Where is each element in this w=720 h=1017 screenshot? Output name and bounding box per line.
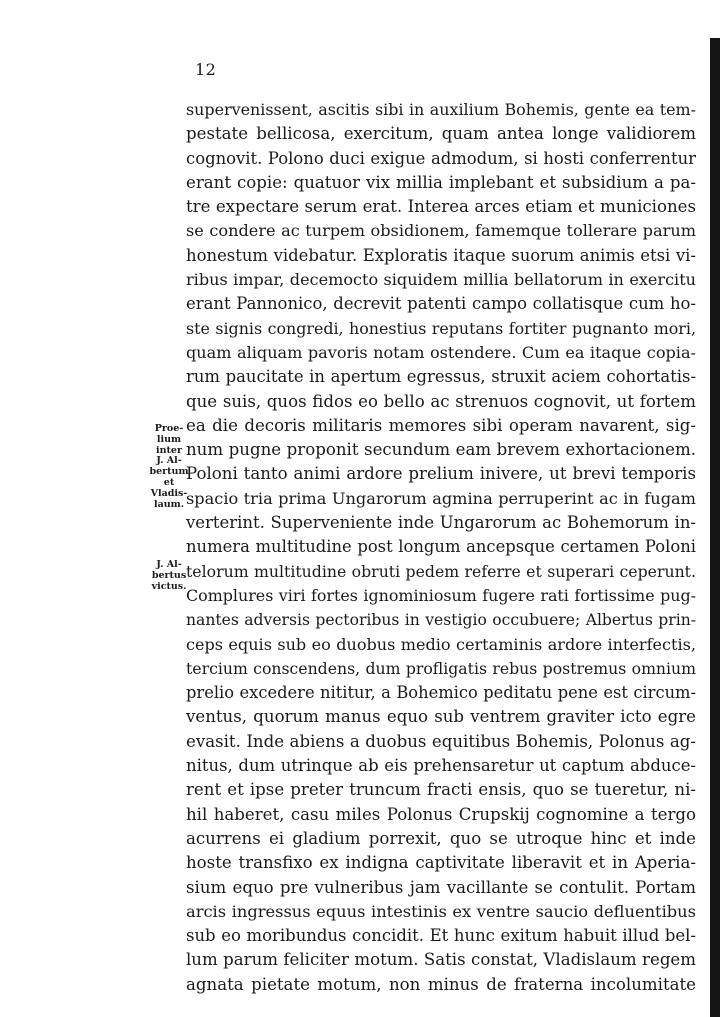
text-line: ribus impar, decemocto siquidem millia bellatorum in exercitu xyxy=(186,270,696,290)
page-number: 12 xyxy=(195,60,217,79)
text-line: nitus, dum utrinque ab eis prehensaretur ut captum abduce- xyxy=(186,756,696,776)
text-line: erant copie: quatuor vix millia implebant et subsidium a pa- xyxy=(186,172,696,192)
text-line: ste signis congredi, honestius reputans fortiter pugnanto mori, xyxy=(186,318,696,338)
text-line: spacio tria prima Ungarorum agmina perruperint ac in fugam xyxy=(186,488,696,508)
sidenote-line: inter xyxy=(156,444,182,456)
text-line: sium equo pre vulneribus jam vacillante se contulit. Portam xyxy=(186,877,696,897)
text-line: tercium conscendens, dum profligatis rebus postremus omnium xyxy=(186,658,696,678)
text-line: tre expectare serum erat. Interea arces etiam et municiones xyxy=(186,197,696,217)
sidenote-line: bertus xyxy=(151,569,187,581)
text-line: num pugne proponit secundum eam brevem exhortacionem. xyxy=(186,440,696,460)
sidenote-line: victus. xyxy=(151,580,187,592)
text-line: ea die decoris militaris memores sibi operam navarent, sig- xyxy=(186,415,696,435)
text-line: sub eo moribundus concidit. Et hunc exitum habuit illud bel- xyxy=(186,926,696,946)
text-line: acurrens ei gladium porrexit, quo se utroque hinc et inde xyxy=(186,828,696,848)
sidenote-victus xyxy=(146,560,192,592)
sidenote-line: Vladis- xyxy=(150,487,188,499)
text-line: numera multitudine post longum ancepsque certamen Poloni xyxy=(186,537,696,557)
text-line: supervenissent, ascitis sibi in auxilium Bohemis, gente ea tem- xyxy=(186,100,696,119)
text-line: verterint. Superveniente inde Ungarorum ac Bohemorum in- xyxy=(186,513,696,533)
sidenote-line: laum. xyxy=(153,498,185,510)
text-line: evasit. Inde abiens a duobus equitibus Bohemis, Polonus ag- xyxy=(186,731,696,751)
text-line: prelio excedere nititur, a Bohemico peditatu pene est circum- xyxy=(186,683,696,703)
text-line: nantes adversis pectoribus in vestigio occubuere; Albertus prin- xyxy=(186,611,696,630)
text-line: quam aliquam pavoris notam ostendere. Cum ea itaque copia- xyxy=(186,342,696,362)
sidenote-line: J. Al- xyxy=(156,559,182,570)
text-line: ventus, quorum manus equo sub ventrem graviter icto egre xyxy=(186,707,696,727)
sidenote-line: lium xyxy=(156,433,182,445)
main-text-block xyxy=(186,98,696,997)
text-line: hil haberet, casu miles Polonus Crupskij cognomine a tergo xyxy=(186,804,696,824)
text-line: Poloni tanto animi ardore prelium inivere, ut brevi temporis xyxy=(186,464,696,484)
text-line: lum parum feliciter motum. Satis constat, Vladislaum regem xyxy=(186,950,696,970)
sidenote-line: J. Al- xyxy=(156,455,182,467)
text-line: telorum multitudine obruti pedem referre et superari ceperunt. xyxy=(186,561,696,581)
text-line: que suis, quos fidos eo bello ac strenuos cognovit, ut fortem xyxy=(186,391,696,411)
text-line: agnata pietate motum, non minus de fraterna incolumitate xyxy=(186,974,696,994)
text-line: rent et ipse preter truncum fracti ensis, quo se tueretur, ni- xyxy=(186,780,696,800)
sidenote-proelium xyxy=(146,424,192,510)
sidenote-line: bertum xyxy=(149,466,189,478)
text-line: Complures viri fortes ignominiosum fugere rati fortissime pug- xyxy=(186,585,696,605)
sidenote-line: Proe- xyxy=(154,423,184,434)
text-line: honestum videbatur. Exploratis itaque suorum animis etsi vi- xyxy=(186,245,696,265)
text-line: ceps equis sub eo duobus medio certaminis ardore interfectis, xyxy=(186,634,696,654)
sidenote-line: et xyxy=(163,476,175,488)
page-edge-shadow xyxy=(710,38,720,1017)
text-line: hoste transfixo ex indigna captivitate liberavit et in Aperia- xyxy=(186,853,696,873)
text-line: arcis ingressus equus intestinis ex ventre saucio defluentibus xyxy=(186,901,696,921)
text-line: pestate bellicosa, exercitum, quam antea longe validiorem xyxy=(186,124,696,144)
text-line: erant Pannonico, decrevit patenti campo collatisque cum ho- xyxy=(186,294,696,314)
text-line: cognovit. Polono duci exigue admodum, si hosti conferrentur xyxy=(186,148,696,168)
text-line: se condere ac turpem obsidionem, famemque tollerare parum xyxy=(186,221,696,241)
text-line: rum paucitate in apertum egressus, struxit aciem cohortatis- xyxy=(186,367,696,387)
